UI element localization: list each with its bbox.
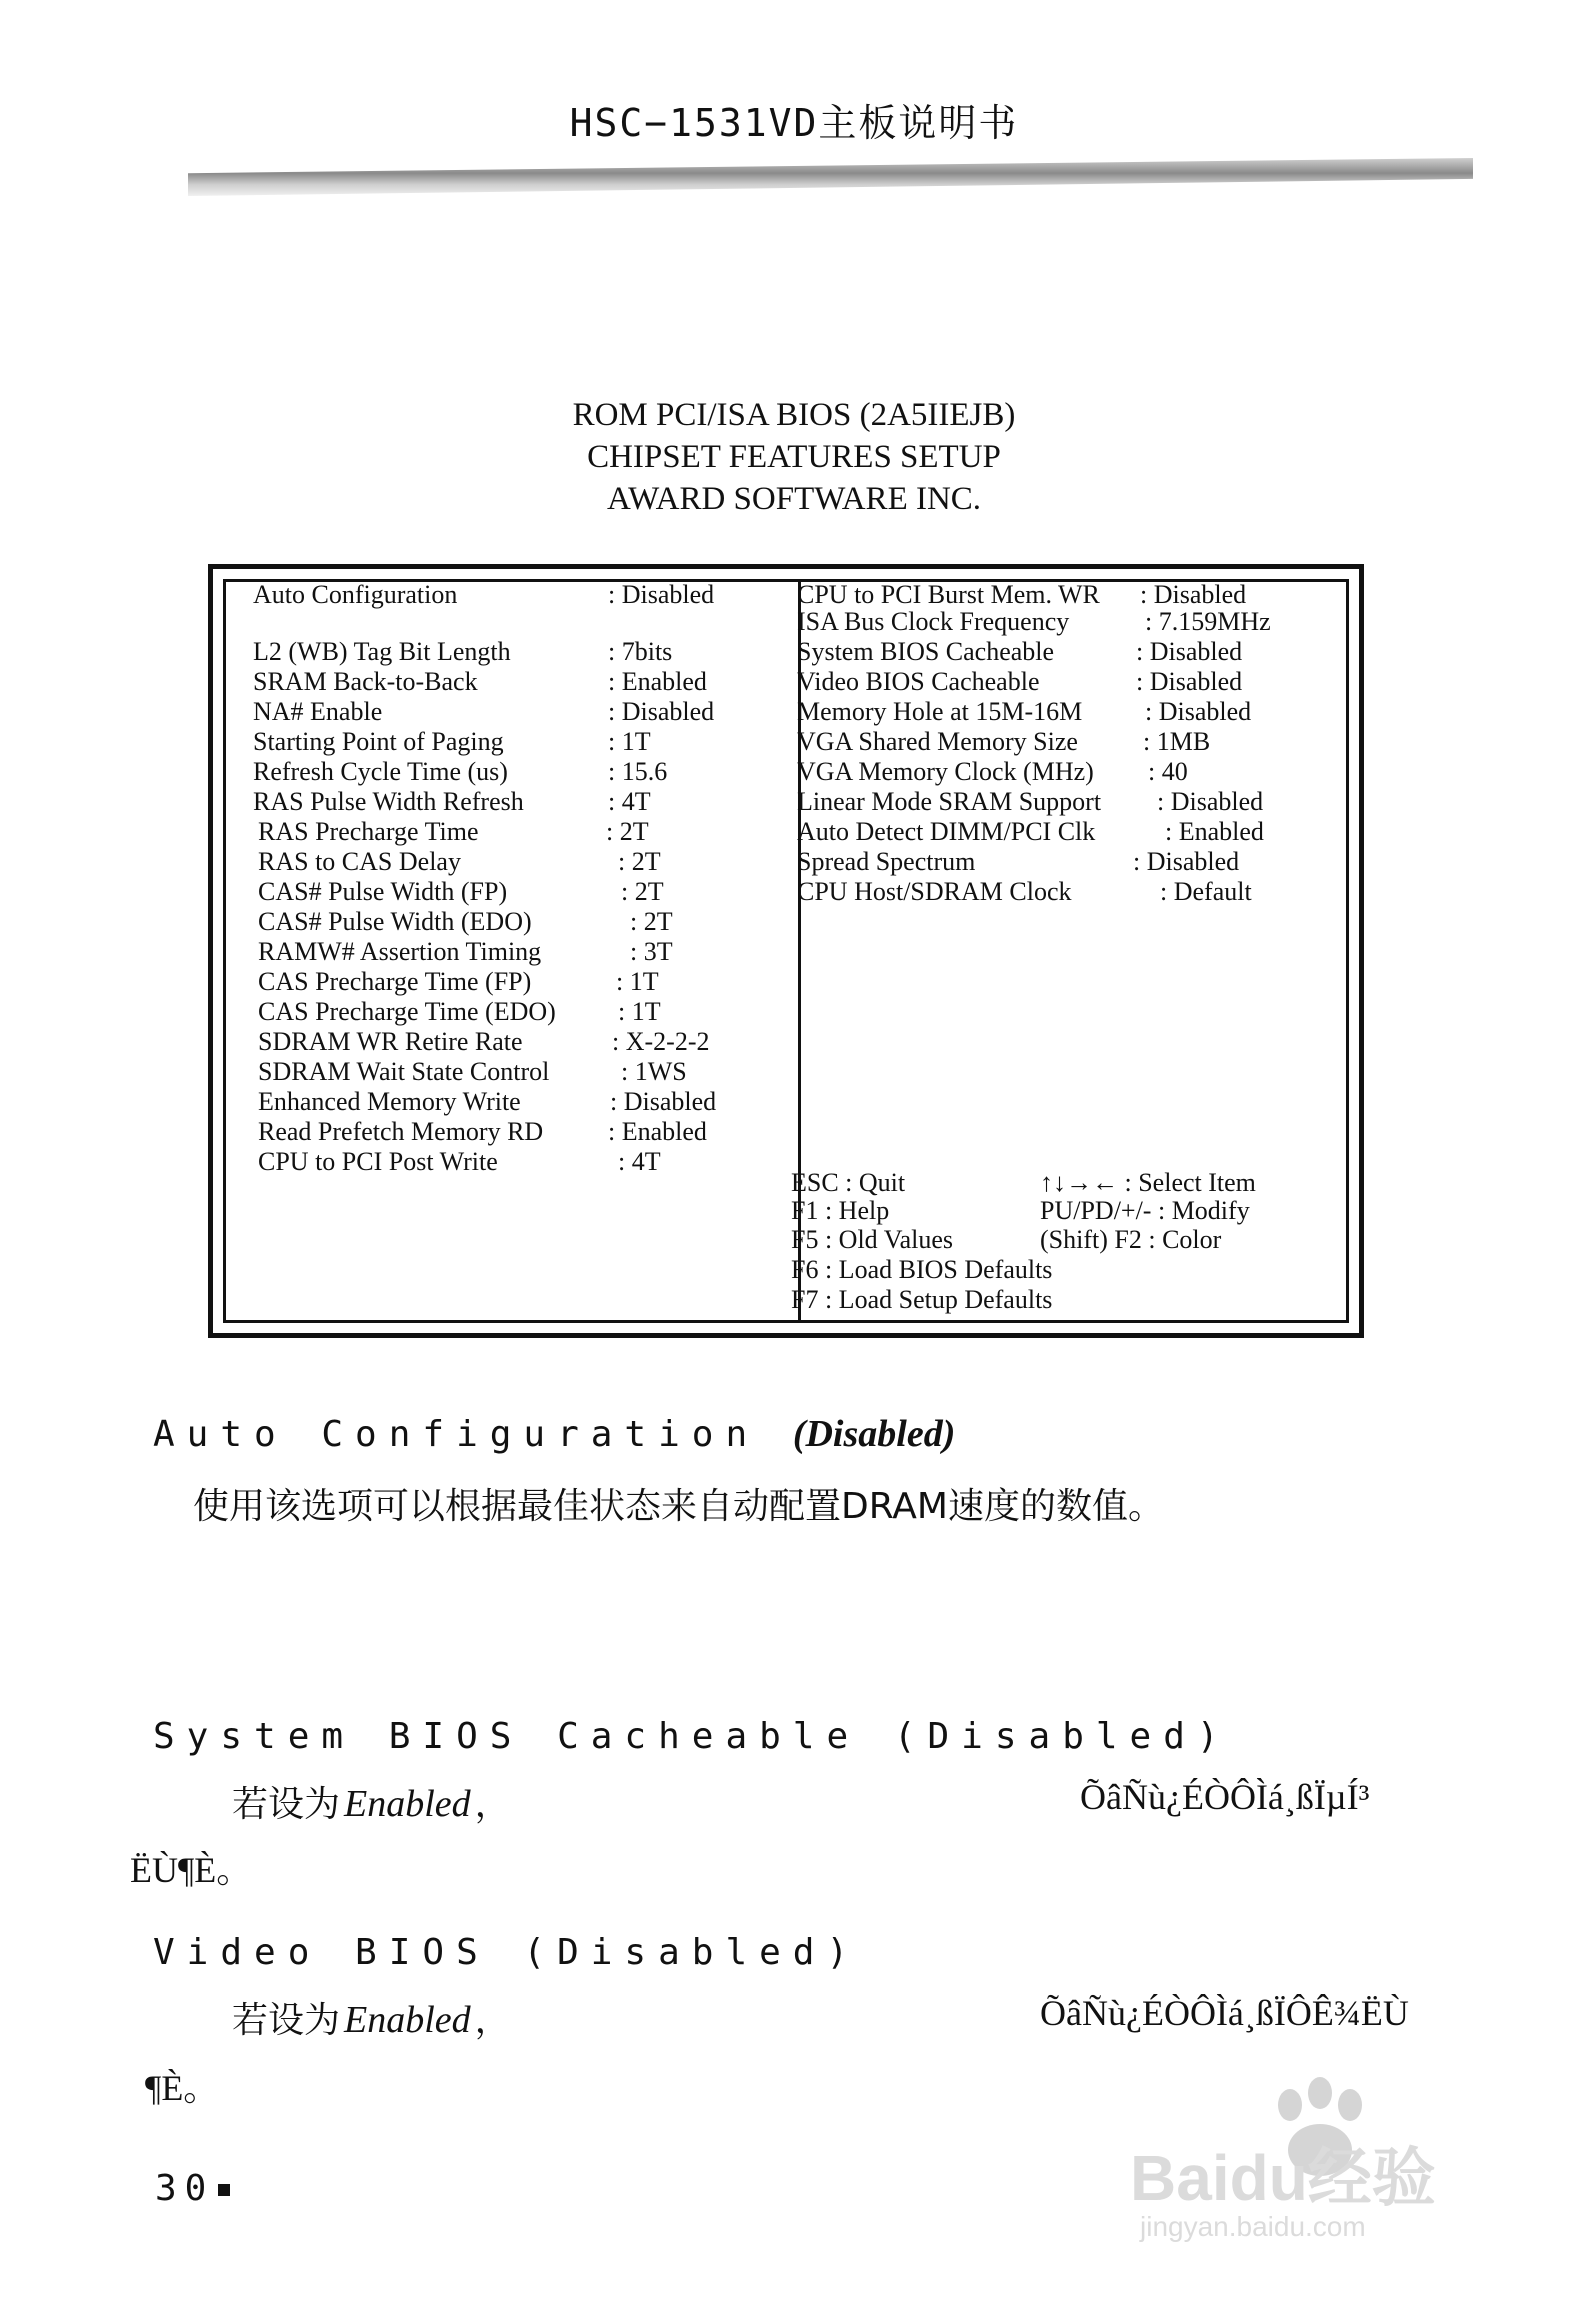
bios-title-line-2: CHIPSET FEATURES SETUP [587,439,1001,475]
bios-item-label: ISA Bus Clock Frequency [797,607,1070,636]
section-title-system-bios-cacheable: System BIOS Cacheable (Disabled) [153,1716,1231,1757]
body-garbled-text: ÕâÑù¿ÉÒÔÌá¸ßÏÔÊ¾ËÙ [1040,1993,1409,2033]
bios-help-key: F5 : Old Values [791,1225,954,1254]
square-bullet-icon [218,2184,230,2196]
page-number-text: 30 [155,2168,215,2209]
bios-item-label: Auto Configuration [253,580,458,609]
bios-item-label: SDRAM WR Retire Rate [258,1027,523,1056]
watermark-url: jingyan.baidu.com [1140,2211,1366,2242]
bios-item-label: VGA Memory Clock (MHz) [797,757,1094,786]
bios-item-value: : 15.6 [608,757,668,786]
bios-item-label: RAS Precharge Time [258,817,479,846]
bios-item-label: CPU to PCI Post Write [258,1147,498,1176]
section-title-auto-configuration [153,1412,955,1456]
bios-item-label: SRAM Back-to-Back [253,667,478,696]
page-header-title: HSC−1531VD主板说明书 [569,101,1019,145]
bios-item-label: RAS to CAS Delay [258,847,461,876]
page-number [155,2168,230,2209]
bios-item-value: : Disabled [1145,697,1252,726]
bios-item-value: : Enabled [1165,817,1264,846]
bios-item-label: CAS# Pulse Width (FP) [258,877,508,906]
section-title-value: (Disabled) [792,1413,956,1455]
bios-item-label: Enhanced Memory Write [258,1087,521,1116]
header-divider [188,158,1473,196]
bios-item-value: : Disabled [1157,787,1264,816]
bios-item-label: SDRAM Wait State Control [258,1057,550,1086]
bios-title-line-1: ROM PCI/ISA BIOS (2A5IIEJB) [572,397,1016,433]
bios-item-label: RAMW# Assertion Timing [258,937,542,966]
body-keyword: Enabled [344,1999,471,2041]
bios-item-label: Memory Hole at 15M-16M [797,697,1083,726]
body-garbled-text: ËÙ¶È。 [130,1850,253,1890]
bios-item-value: : Disabled [1136,667,1243,696]
bios-item-value: : 7.159MHz [1145,607,1271,636]
bios-item-label: CAS Precharge Time (EDO) [258,997,556,1026]
bios-item-value: : 7bits [608,637,673,666]
bios-help-key: F7 : Load Setup Defaults [791,1285,1053,1314]
section-title-text: Auto Configuration [153,1414,760,1455]
bios-item-value: : 2T [621,877,664,906]
bios-item-value: : 1WS [621,1057,687,1086]
bios-item-label: Linear Mode SRAM Support [797,787,1102,816]
body-keyword: Enabled [344,1783,471,1825]
bios-item-value: : 1T [616,967,659,996]
bios-item-value: : Disabled [1136,637,1243,666]
bios-help-desc: PU/PD/+/- : Modify [1040,1196,1250,1225]
bios-item-label: CAS# Pulse Width (EDO) [258,907,532,936]
bios-item-label: Refresh Cycle Time (us) [253,757,508,786]
baidu-jingyan-watermark [1130,2075,1510,2255]
bios-item-value: : Enabled [608,1117,707,1146]
bios-item-value: : 2T [618,847,661,876]
bios-item-value: : Disabled [1140,580,1247,609]
bios-item-label: System BIOS Cacheable [797,637,1055,666]
bios-help-desc: ↑↓→← : Select Item [1040,1168,1256,1197]
bios-item-value: : 1MB [1143,727,1211,756]
bios-help-key: F6 : Load BIOS Defaults [791,1255,1053,1284]
bios-item-value: : 2T [606,817,649,846]
body-comma: ， [474,2000,511,2041]
body-garbled-text: ¶È。 [145,2068,220,2108]
bios-item-value: : Disabled [608,580,715,609]
bios-item-label: L2 (WB) Tag Bit Length [253,637,511,666]
bios-item-value: : Default [1160,877,1252,906]
bios-item-value: : X-2-2-2 [612,1027,710,1056]
bios-item-label: NA# Enable [253,697,383,726]
bios-item-value: : 3T [630,937,673,966]
body-prefix: 若设为 [232,2000,341,2041]
bios-help-key: ESC : Quit [791,1168,906,1197]
bios-item-label: CPU to PCI Burst Mem. WR [797,580,1100,609]
body-prefix: 若设为 [232,1784,341,1825]
section-title-video-bios: Video BIOS (Disabled) [153,1932,861,1973]
section-body-line-1 [232,1776,511,1827]
bios-item-value: : Disabled [610,1087,717,1116]
bios-help-desc: (Shift) F2 : Color [1040,1225,1222,1254]
bios-item-label: Spread Spectrum [797,847,976,876]
bios-item-value: : 40 [1148,757,1188,786]
bios-item-value: : 2T [630,907,673,936]
bios-item-label: Video BIOS Cacheable [797,667,1040,696]
body-comma: ， [474,1784,511,1825]
bios-item-value: : Disabled [1133,847,1240,876]
bios-item-value: : 4T [618,1147,661,1176]
bios-item-label: Auto Detect DIMM/PCI Clk [797,817,1096,846]
section-body: 使用该选项可以根据最佳状态来自动配置DRAM速度的数值。 [193,1486,1164,1527]
bios-item-value: : 4T [608,787,651,816]
bios-item-value: : 1T [608,727,651,756]
bios-item-value: : 1T [618,997,661,1026]
bios-item-label: Starting Point of Paging [253,727,504,756]
bios-item-label: Read Prefetch Memory RD [258,1117,544,1146]
bios-item-label: VGA Shared Memory Size [797,727,1078,756]
bios-title-line-3: AWARD SOFTWARE INC. [606,481,982,517]
bios-item-label: RAS Pulse Width Refresh [253,787,524,816]
bios-item-label: CPU Host/SDRAM Clock [797,877,1072,906]
watermark-brand: Baidu经验 [1130,2142,1436,2214]
bios-item-value: : Disabled [608,697,715,726]
section-body-line-1 [232,1992,511,2043]
body-garbled-text: ÕâÑù¿ÉÒÔÌá¸ßÏµÍ³ [1080,1777,1370,1817]
bios-help-key: F1 : Help [791,1196,890,1225]
bios-item-value: : Enabled [608,667,707,696]
bios-item-label: CAS Precharge Time (FP) [258,967,532,996]
